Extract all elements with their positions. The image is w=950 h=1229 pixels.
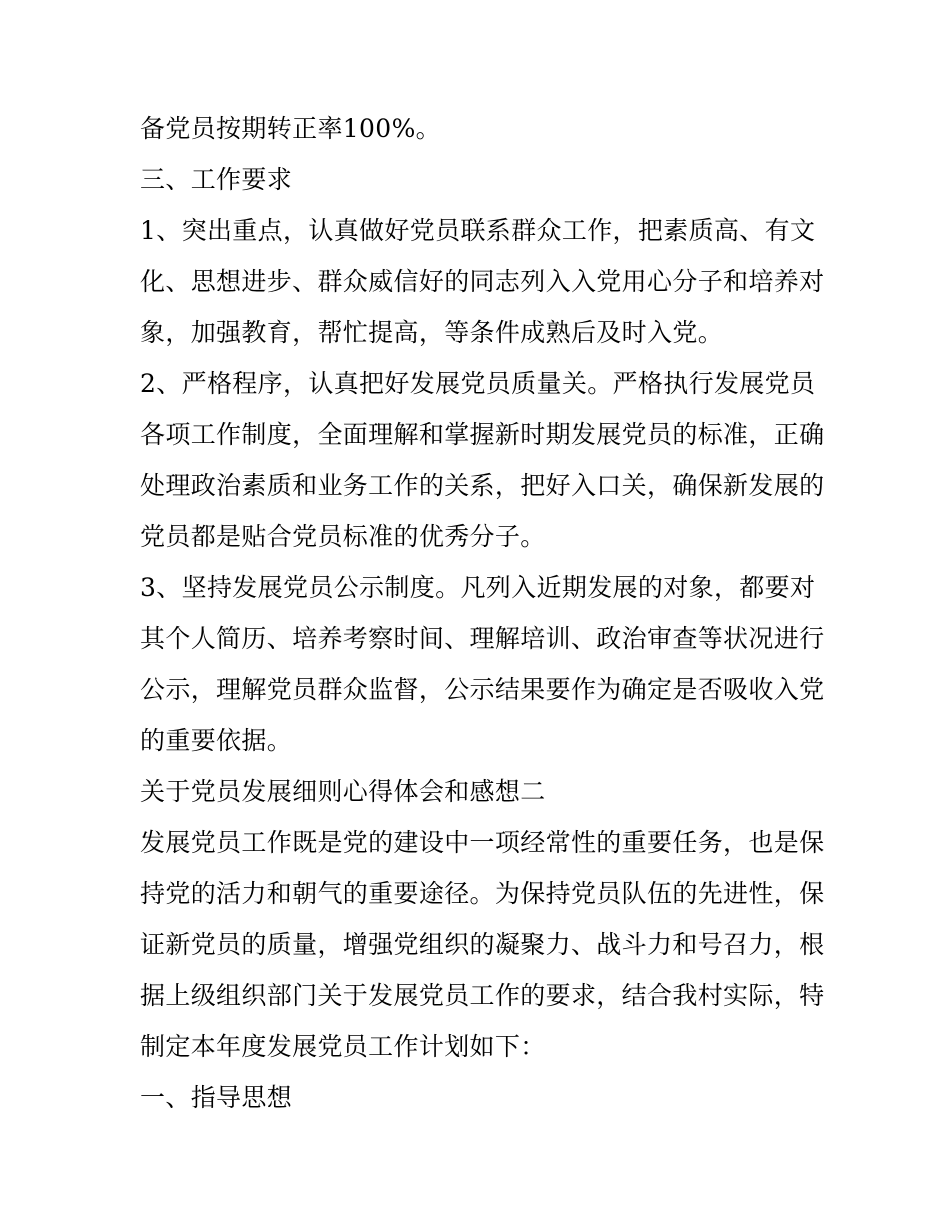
document-subtitle: 关于党员发展细则心得体会和感想二 [140, 777, 546, 806]
text-line: 的重要依据。 [140, 726, 293, 755]
text-line: 备党员按期转正率100%。 [140, 114, 442, 143]
text-line: 公示，理解党员群众监督，公示结果要作为确定是否吸收入党 [140, 675, 825, 704]
text-line: 1、突出重点，认真做好党员联系群众工作，把素质高、有文 [140, 216, 816, 245]
text-line: 党员都是贴合党员标准的优秀分子。 [140, 522, 546, 551]
text-line: 各项工作制度，全面理解和掌握新时期发展党员的标准，正确 [140, 420, 825, 449]
text-line: 3、坚持发展党员公示制度。凡列入近期发展的对象，都要对 [140, 573, 816, 602]
section-heading: 一、指导思想 [140, 1083, 293, 1112]
text-line: 发展党员工作既是党的建设中一项经常性的重要任务，也是保 [140, 828, 825, 857]
text-line: 据上级组织部门关于发展党员工作的要求，结合我村实际，特 [140, 981, 825, 1010]
text-line: 化、思想进步、群众威信好的同志列入入党用心分子和培养对 [140, 267, 825, 296]
text-line: 2、严格程序，认真把好发展党员质量关。严格执行发展党员 [140, 369, 816, 398]
section-heading: 三、工作要求 [140, 165, 293, 194]
text-line: 持党的活力和朝气的重要途径。为保持党员队伍的先进性，保 [140, 879, 825, 908]
text-line: 处理政治素质和业务工作的关系，把好入口关，确保新发展的 [140, 471, 825, 500]
text-line: 其个人简历、培养考察时间、理解培训、政治审查等状况进行 [140, 624, 825, 653]
text-line: 制定本年度发展党员工作计划如下： [140, 1032, 546, 1061]
text-line: 象，加强教育，帮忙提高，等条件成熟后及时入党。 [140, 318, 724, 347]
text-line: 证新党员的质量，增强党组织的凝聚力、战斗力和号召力，根 [140, 930, 825, 959]
